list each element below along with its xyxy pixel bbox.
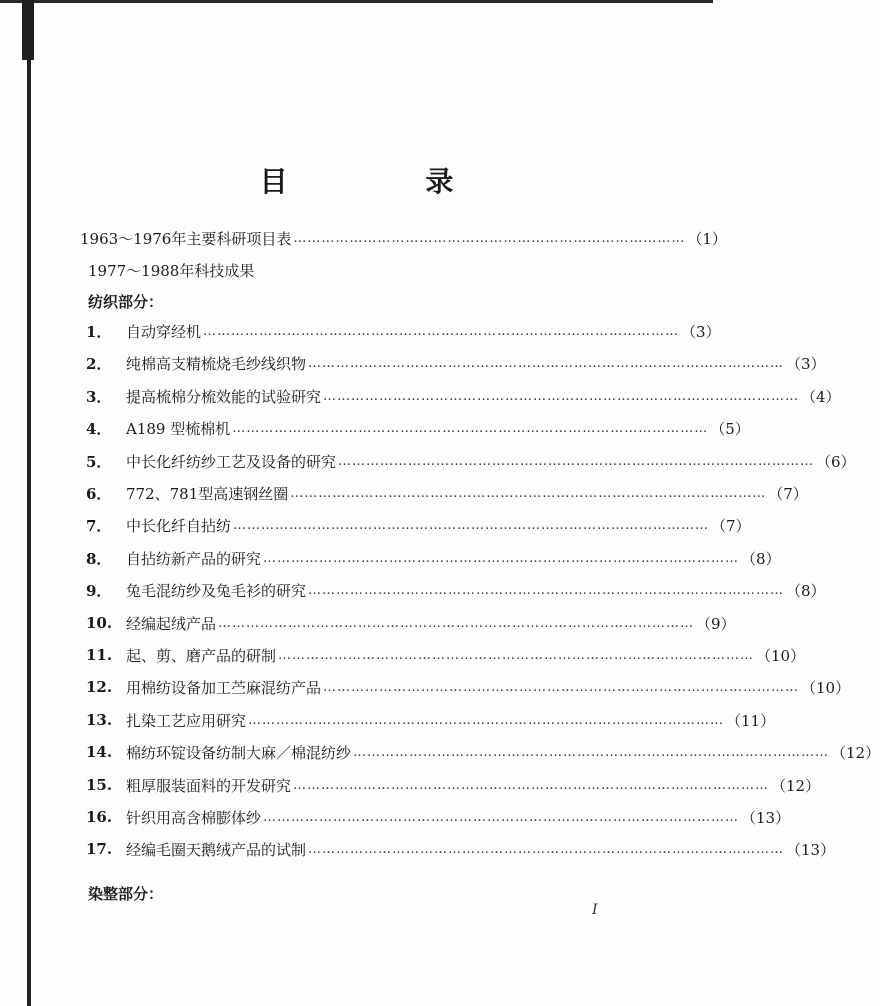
toc-page-number: （8） bbox=[741, 549, 781, 568]
page-title: 目 录 bbox=[259, 165, 518, 198]
toc-entry[interactable] bbox=[86, 417, 750, 439]
toc-entry[interactable] bbox=[86, 806, 791, 828]
toc-page-number: （13） bbox=[786, 840, 836, 859]
toc-entry-label: 起、剪、磨产品的研制 bbox=[126, 646, 277, 665]
toc-leaders: ………………………………………………………………………………………… bbox=[323, 388, 800, 404]
toc-entry[interactable] bbox=[86, 385, 841, 407]
toc-entry-number: 14. bbox=[86, 743, 113, 761]
toc-page-number: （8） bbox=[786, 581, 826, 600]
toc-entry[interactable] bbox=[86, 612, 736, 634]
toc-entry[interactable] bbox=[86, 709, 776, 731]
binding-blot bbox=[22, 0, 34, 60]
toc-leaders: ………………………………………………………………………………………… bbox=[218, 615, 695, 631]
toc-entry-label: 兔毛混纺纱及兔毛衫的研究 bbox=[126, 581, 307, 600]
toc-entry-label: 纯棉高支精梳烧毛纱线织物 bbox=[126, 354, 307, 373]
toc-entry-number: 7． bbox=[86, 516, 112, 535]
toc-entry[interactable] bbox=[86, 774, 821, 796]
toc-entry-label: 用棉纺设备加工苎麻混纺产品 bbox=[126, 678, 322, 697]
toc-entry-number: 9． bbox=[86, 581, 112, 600]
toc-entry-label: 经编起绒产品 bbox=[126, 614, 217, 633]
toc-entry-number: 15. bbox=[86, 776, 113, 794]
toc-leaders: ………………………………………………………………………………………… bbox=[353, 744, 830, 760]
toc-page-number: （9） bbox=[696, 614, 736, 633]
toc-page-number: （11） bbox=[726, 711, 776, 730]
toc-entry-label: 扎染工艺应用研究 bbox=[126, 711, 247, 730]
toc-leaders: ………………………………………………………………………………………… bbox=[338, 453, 815, 469]
toc-entry-label: A189 型梳棉机 bbox=[126, 419, 231, 438]
toc-entry-number: 5． bbox=[86, 452, 112, 471]
toc-leaders: ………………………………………………………………………………………… bbox=[203, 323, 680, 339]
toc-entry-number: 10. bbox=[86, 614, 113, 632]
toc-page-number: （13） bbox=[741, 808, 791, 827]
toc-leaders: ………………………………………………………………………………………… bbox=[233, 517, 710, 533]
toc-leaders: ………………………………………………………………………………………… bbox=[290, 485, 767, 501]
toc-entry-label: 1963～1976年主要科研项目表 bbox=[80, 229, 292, 248]
toc-entry-number: 4． bbox=[86, 419, 112, 438]
toc-leaders: ………………………………………………………………………………………… bbox=[248, 712, 725, 728]
toc-entry[interactable] bbox=[86, 450, 856, 472]
toc-entry-label: 中长化纤自拈纺 bbox=[126, 516, 232, 535]
top-edge-shadow bbox=[0, 0, 713, 3]
toc-page-number: （3） bbox=[786, 354, 826, 373]
toc-entry-label: 自动穿经机 bbox=[126, 322, 202, 341]
toc-entry-number: 8． bbox=[86, 549, 112, 568]
toc-entry[interactable] bbox=[86, 547, 781, 569]
toc-entry-number: 13. bbox=[86, 711, 113, 729]
toc-page-number: （3） bbox=[681, 322, 721, 341]
toc-entry[interactable] bbox=[86, 838, 836, 860]
toc-leaders: ………………………………………………………………………………………… bbox=[263, 809, 740, 825]
toc-leaders: ………………………………………………………………………… bbox=[293, 230, 686, 246]
toc-leaders: ………………………………………………………………………………………… bbox=[263, 550, 740, 566]
toc-entry[interactable] bbox=[86, 352, 826, 374]
toc-entry-number: 16. bbox=[86, 808, 113, 826]
toc-entry[interactable] bbox=[86, 579, 826, 601]
toc-entry-label: 772、781型高速钢丝圈 bbox=[126, 484, 289, 503]
toc-entry-number: 2． bbox=[86, 354, 112, 373]
toc-entry-number: 1． bbox=[86, 322, 112, 341]
toc-entry[interactable] bbox=[86, 676, 851, 698]
toc-leaders: ………………………………………………………………………………………… bbox=[308, 582, 785, 598]
toc-leaders: ………………………………………………………………………………………… bbox=[308, 355, 785, 371]
section-textile: 纺织部分： bbox=[88, 293, 164, 311]
toc-page-number: （1） bbox=[687, 229, 727, 248]
toc-entry[interactable] bbox=[86, 514, 751, 536]
toc-page-number: （10） bbox=[756, 646, 806, 665]
toc-leaders: ………………………………………………………………………………………… bbox=[308, 841, 785, 857]
toc-entry[interactable] bbox=[86, 741, 880, 763]
toc-leaders: ………………………………………………………………………………………… bbox=[293, 777, 770, 793]
toc-page-number: （4） bbox=[801, 387, 841, 406]
toc-entry-number: 11. bbox=[86, 646, 113, 664]
toc-entry-number: 12. bbox=[86, 678, 113, 696]
section-dyeing: 染整部分： bbox=[88, 885, 164, 903]
toc-page-number: （10） bbox=[801, 678, 851, 697]
toc-entry-label: 中长化纤纺纱工艺及设备的研究 bbox=[126, 452, 337, 471]
toc-entry-intro[interactable] bbox=[80, 227, 727, 249]
achievements-heading: 1977～1988年科技成果 bbox=[88, 262, 255, 280]
toc-entry-number: 3． bbox=[86, 387, 112, 406]
toc-page-number: （6） bbox=[816, 452, 856, 471]
toc-page-number: （12） bbox=[831, 743, 880, 762]
toc-page-number: （7） bbox=[711, 516, 751, 535]
toc-leaders: ………………………………………………………………………………………… bbox=[232, 420, 709, 436]
toc-page-number: （5） bbox=[710, 419, 750, 438]
toc-entry-label: 针织用高含棉膨体纱 bbox=[126, 808, 262, 827]
toc-entry[interactable] bbox=[86, 644, 806, 666]
page-folio: I bbox=[592, 902, 598, 918]
toc-entry-label: 自拈纺新产品的研究 bbox=[126, 549, 262, 568]
toc-entry-label: 粗厚服装面料的开发研究 bbox=[126, 776, 292, 795]
toc-entry-label: 提高梳棉分梳效能的试验研究 bbox=[126, 387, 322, 406]
toc-entry[interactable] bbox=[86, 482, 808, 504]
toc-page-number: （12） bbox=[771, 776, 821, 795]
toc-leaders: ………………………………………………………………………………………… bbox=[278, 647, 755, 663]
toc-entry-label: 经编毛圈天鹅绒产品的试制 bbox=[126, 840, 307, 859]
toc-leaders: ………………………………………………………………………………………… bbox=[323, 679, 800, 695]
toc-page-number: （7） bbox=[768, 484, 808, 503]
toc-entry[interactable] bbox=[86, 320, 721, 342]
binding-line bbox=[27, 0, 31, 1006]
toc-entry-label: 棉纺环锭设备纺制大麻／棉混纺纱 bbox=[126, 743, 352, 762]
toc-entry-number: 6． bbox=[86, 484, 112, 503]
toc-entry-number: 17. bbox=[86, 840, 113, 858]
